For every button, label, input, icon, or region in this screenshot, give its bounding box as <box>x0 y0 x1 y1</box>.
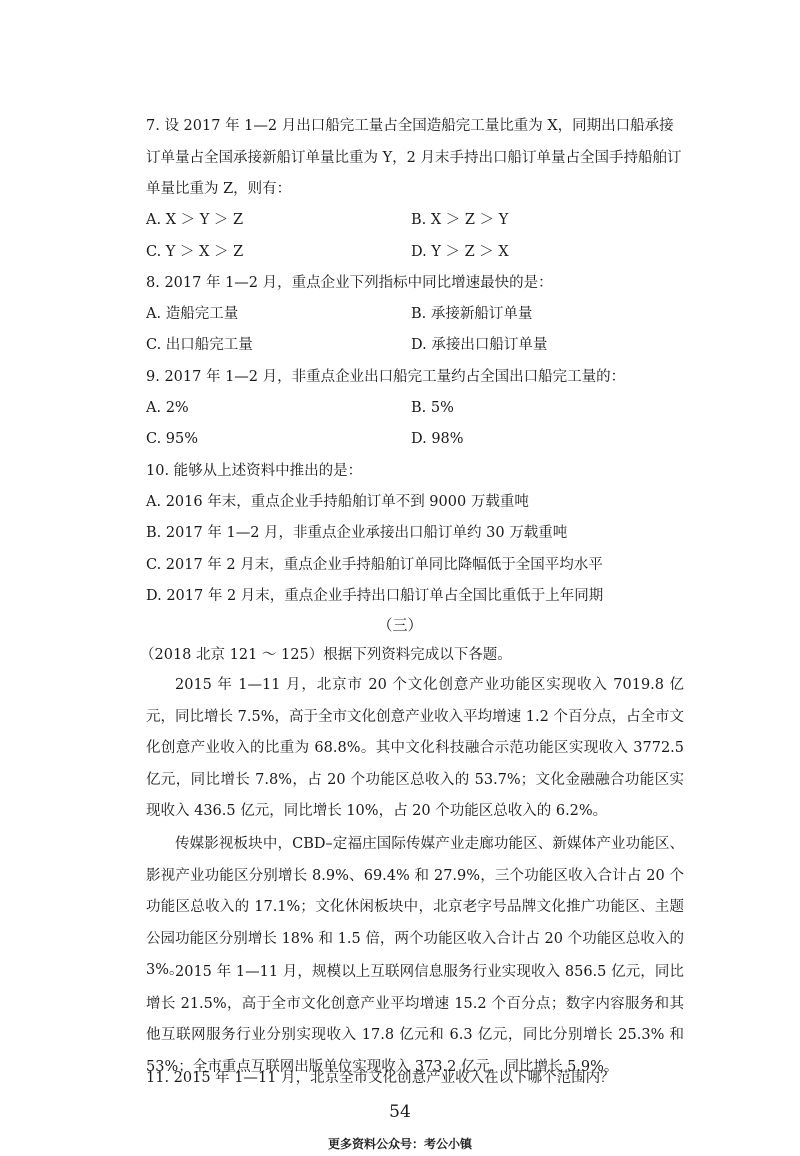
section-heading: （三） <box>377 616 423 634</box>
passage-paragraph-3: 2015 年 1—11 月，规模以上互联网信息服务行业实现收入 856.5 亿元，同比增长 21.5%，高于全市文化创意产业平均增速 15.2 个百分点；数字内容服务和其他互联网服务行业分别实现收入 17.8 亿元和 6.3 亿元，同比分别增长 25.3% 和 53%；全市重点互联网出版单位实现收入 373.2 亿元，同比增长 5.9%。 <box>146 964 684 1075</box>
q8-stem: 8. 2017 年 1—2 月，重点企业下列指标中同比增速最快的是： <box>146 275 553 291</box>
q7-option-b: B. X ＞ Z ＞ Y <box>411 212 509 228</box>
q8-option-d: D. 承接出口船订单量 <box>411 337 548 353</box>
footer-note: 更多资料公众号：考公小镇 <box>327 1137 472 1151</box>
q9-stem: 9. 2017 年 1—2 月，非重点企业出口船完工量约占全国出口船完工量的： <box>146 369 626 385</box>
q7-stem-line-2: 订单量占全国承接新船订单量比重为 Y，2 月末手持出口船订单量占全国手持船舶订 <box>146 150 682 166</box>
q8-option-c: C. 出口船完工量 <box>146 337 253 353</box>
q9-option-a: A. 2% <box>146 400 189 416</box>
section-intro: （2018 北京 121 ～ 125）根据下列资料完成以下各题。 <box>140 647 512 663</box>
q9-option-d: D. 98% <box>411 431 464 447</box>
q10-stem: 10. 能够从上述资料中推出的是： <box>146 463 363 479</box>
q11-stem: 11. 2015 年 1—11 月，北京全市文化创意产业收入在以下哪个范围内？ <box>146 1070 615 1086</box>
q8-option-b: B. 承接新船订单量 <box>411 306 533 322</box>
passage-paragraph-1: 2015 年 1—11 月，北京市 20 个文化创意产业功能区实现收入 7019.8 亿元，同比增长 7.5%，高于全市文化创意产业收入平均增速 1.2 个百分点，占全市文化创意产业收入的比重为 68.8%。其中文化科技融合示范功能区实现收入 3772.5 亿元，同比增长 7.8%，占 20 个功能区总收入的 53.7%；文化金融融合功能区实现收入 436.5 亿元，同比增长 10%，占 20 个功能区总收入的 6.2%。 <box>146 677 684 819</box>
q9-option-b: B. 5% <box>411 400 454 416</box>
q10-option-d: D. 2017 年 2 月末，重点企业手持出口船订单占全国比重低于上年同期 <box>146 588 604 604</box>
q7-stem-line-1: 7. 设 2017 年 1—2 月出口船完工量占全国造船完工量比重为 X，同期出口船承接 <box>146 118 674 134</box>
q10-option-b: B. 2017 年 1—2 月，非重点企业承接出口船订单约 30 万载重吨 <box>146 525 568 541</box>
q9-option-c: C. 95% <box>146 431 199 447</box>
q10-option-c: C. 2017 年 2 月末，重点企业手持船舶订单同比降幅低于全国平均水平 <box>146 557 603 573</box>
q8-option-a: A. 造船完工量 <box>146 306 239 322</box>
passage-paragraph-2: 传媒影视板块中，CBD–定福庄国际传媒产业走廊功能区、新媒体产业功能区、影视产业功能区分别增长 8.9%、69.4% 和 27.9%，三个功能区收入合计占 20 个功能区总收入的 17.1%；文化休闲板块中，北京老字号品牌文化推广功能区、主题公园功能区分别增长 18% 和 1.5 倍，两个功能区收入合计占 20 个功能区总收入的 3%。 <box>146 836 684 978</box>
q7-option-c: C. Y ＞ X ＞ Z <box>146 244 244 260</box>
q7-stem-line-3: 单量比重为 Z，则有： <box>146 181 292 197</box>
q10-option-a: A. 2016 年末，重点企业手持船舶订单不到 9000 万载重吨 <box>146 494 529 510</box>
page-number: 54 <box>389 1102 411 1122</box>
q7-option-a: A. X ＞ Y ＞ Z <box>146 212 244 228</box>
q7-option-d: D. Y ＞ Z ＞ X <box>411 244 509 260</box>
